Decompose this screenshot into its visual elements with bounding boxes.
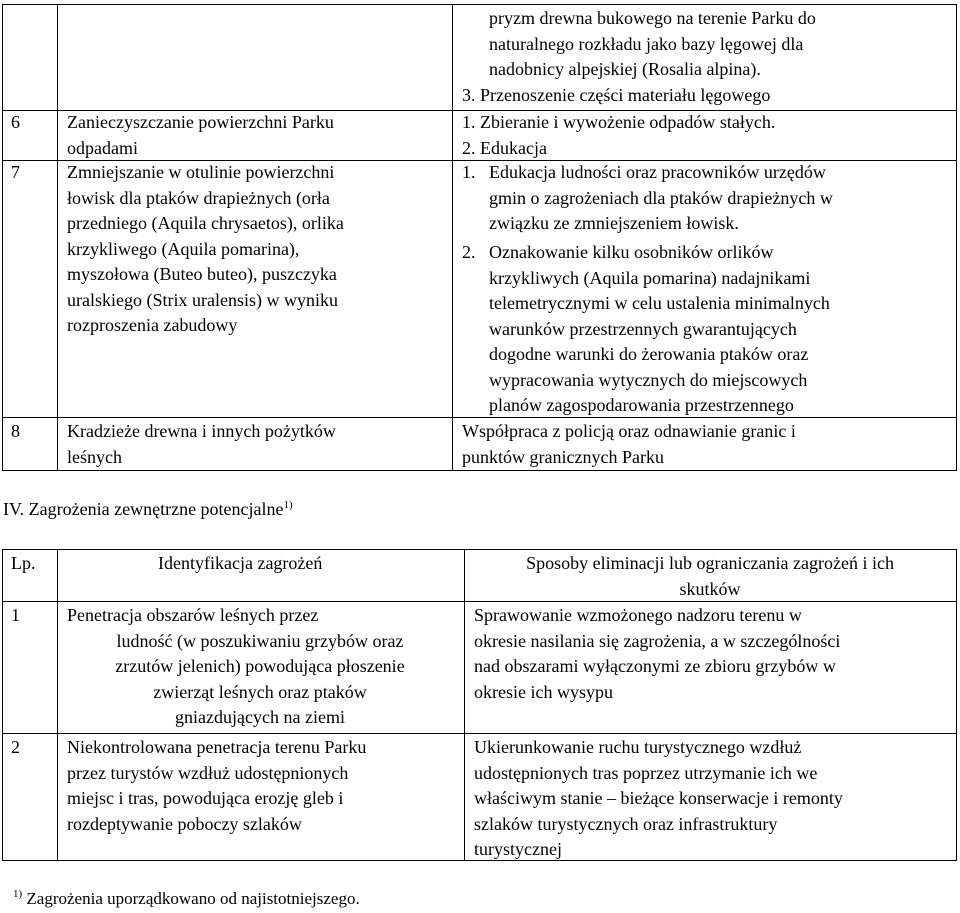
footnote-mark: 1) bbox=[13, 888, 23, 900]
remedy-line: dogodne warunki do żerowania ptaków oraz bbox=[489, 344, 809, 364]
row-number: 7 bbox=[11, 162, 20, 182]
header-remedy-line: skutków bbox=[679, 578, 741, 599]
remedy-cell bbox=[462, 419, 796, 470]
top-table-col-line-2 bbox=[452, 4, 453, 471]
threat-cell bbox=[67, 419, 336, 470]
top-table-border-bottom bbox=[2, 470, 957, 471]
bottom-table-col-line-right bbox=[956, 549, 957, 861]
continuation-line: pryzm drewna bukowego na terenie Parku do bbox=[489, 8, 816, 28]
threat-line: zwierząt leśnych oraz ptaków bbox=[153, 681, 367, 702]
threat-line: myszołowa (Buteo buteo), puszczyka bbox=[67, 264, 337, 284]
remedy-cell bbox=[474, 735, 843, 863]
top-table-col-line-1 bbox=[57, 4, 58, 471]
remedy-line: Współpraca z policją oraz odnawianie granic i bbox=[462, 421, 796, 441]
remedy-line: Sprawowanie wzmożonego nadzoru terenu w bbox=[474, 605, 802, 625]
top-table-border-top bbox=[2, 4, 957, 5]
threat-line: miejsc i tras, powodująca erozję gleb i bbox=[67, 788, 344, 808]
threat-cell bbox=[67, 735, 366, 837]
section-heading bbox=[3, 497, 293, 523]
remedy-line: nad obszarami wyłączonymi ze zbioru grzybów w bbox=[474, 656, 836, 676]
remedy-item bbox=[489, 240, 830, 419]
row-number: 1 bbox=[11, 605, 20, 625]
row-number: 6 bbox=[11, 112, 20, 132]
remedy-line: 2. Edukacja bbox=[462, 137, 547, 158]
top-table-col-line-right bbox=[956, 4, 957, 471]
remedy-line: Ukierunkowanie ruchu turystycznego wzdłuż bbox=[474, 737, 802, 757]
footnote-text: Zagrożenia uporządkowano od najistotniejszego. bbox=[26, 889, 360, 908]
remedy-line: Edukacja ludności oraz pracowników urzędów bbox=[489, 162, 826, 182]
remedy-line: telemetrycznymi w celu ustalenia minimalnych bbox=[489, 293, 830, 313]
continuation-line: nadobnicy alpejskiej (Rosalia alpina). bbox=[489, 59, 761, 79]
remedy-line: punktów granicznych Parku bbox=[462, 446, 664, 467]
header-remedy bbox=[466, 551, 954, 602]
footnote-reference: 1) bbox=[283, 499, 293, 511]
remedy-line: wypracowania wytycznych do miejscowych bbox=[489, 369, 808, 390]
continuation-line: naturalnego rozkładu jako bazy lęgowej dla bbox=[489, 33, 804, 54]
threat-line: Kradzieże drewna i innych pożytków bbox=[67, 421, 336, 441]
header-remedy-line: Sposoby eliminacji lub ograniczania zagrożeń i ich bbox=[526, 553, 894, 573]
threat-cell bbox=[67, 110, 334, 161]
bottom-table-col-line-2 bbox=[464, 549, 465, 861]
remedy-line: Oznakowanie kilku osobników orlików bbox=[489, 242, 774, 262]
row-number: 8 bbox=[11, 421, 20, 441]
top-table-continuation-cell bbox=[489, 6, 816, 83]
threat-line: ludność (w poszukiwaniu grzybów oraz bbox=[116, 630, 404, 651]
remedy-line: warunków przestrzennych gwarantujących bbox=[489, 318, 797, 339]
remedy-cell bbox=[462, 110, 775, 161]
footnote bbox=[13, 886, 360, 912]
remedy-line: planów zagospodarowania przestrzennego bbox=[489, 395, 794, 415]
bottom-table-row-divider bbox=[2, 733, 957, 734]
remedy-line: krzykliwych (Aquila pomarina) nadajnikami bbox=[489, 267, 811, 288]
remedy-line: gmin o zagrożeniach dla ptaków drapieżnych w bbox=[489, 187, 833, 208]
top-table-col-line-left bbox=[2, 4, 3, 471]
threat-line: łowisk dla ptaków drapieżnych (orła bbox=[67, 187, 330, 208]
bottom-table-col-line-1 bbox=[57, 549, 58, 861]
threat-line: Zanieczyszczanie powierzchni Parku bbox=[67, 112, 334, 132]
remedy-cell bbox=[474, 603, 840, 705]
remedy-item-number: 1. bbox=[462, 162, 476, 182]
threat-cell bbox=[67, 160, 344, 339]
threat-line: zrzutów jelenich) powodująca płoszenie bbox=[115, 656, 405, 676]
continuation-item-3: 3. Przenoszenie części materiału lęgowego bbox=[462, 85, 771, 105]
remedy-line: związku ze zmniejszeniem łowisk. bbox=[489, 213, 739, 233]
threat-line: krzykliwego (Aquila pomarina), bbox=[67, 238, 300, 259]
remedy-line: udostępnionych tras poprzez utrzymanie ich we bbox=[474, 762, 818, 783]
header-lp: Lp. bbox=[11, 553, 36, 573]
threat-line: rozproszenia zabudowy bbox=[67, 315, 238, 335]
remedy-line: okresie ich wysypu bbox=[474, 681, 613, 702]
remedy-item-number: 2. bbox=[462, 242, 476, 262]
threat-line: leśnych bbox=[67, 446, 122, 467]
row-number: 2 bbox=[11, 737, 20, 757]
remedy-line: turystycznej bbox=[474, 839, 562, 859]
section-heading-text: IV. Zagrożenia zewnętrzne potencjalne bbox=[3, 499, 284, 519]
threat-line: przedniego (Aquila chrysaetos), orlika bbox=[67, 213, 344, 233]
threat-line: Zmniejszanie w otulinie powierzchni bbox=[67, 162, 335, 182]
threat-line: Niekontrolowana penetracja terenu Parku bbox=[67, 737, 367, 757]
threat-line: Penetracja obszarów leśnych przez bbox=[67, 605, 319, 625]
remedy-line: 1. Zbieranie i wywożenie odpadów stałych. bbox=[462, 112, 776, 132]
threat-line: uralskiego (Strix uralensis) w wyniku bbox=[67, 289, 338, 310]
header-threat: Identyfikacja zagrożeń bbox=[158, 553, 323, 573]
remedy-line: właściwym stanie – bieżące konserwacje i remonty bbox=[474, 788, 843, 808]
bottom-table-col-line-left bbox=[2, 549, 3, 861]
threat-line: gniazdujących na ziemi bbox=[175, 707, 345, 727]
remedy-line: szlaków turystycznych oraz infrastruktury bbox=[474, 813, 778, 834]
threat-line: odpadami bbox=[67, 137, 138, 158]
remedy-line: okresie nasilania się zagrożenia, a w szczególności bbox=[474, 630, 841, 651]
threat-cell bbox=[67, 603, 453, 731]
threat-line: rozdeptywanie poboczy szlaków bbox=[67, 813, 302, 834]
threat-line: przez turystów wzdłuż udostępnionych bbox=[67, 762, 349, 783]
remedy-item bbox=[489, 160, 833, 237]
bottom-table-border-top bbox=[2, 549, 957, 550]
